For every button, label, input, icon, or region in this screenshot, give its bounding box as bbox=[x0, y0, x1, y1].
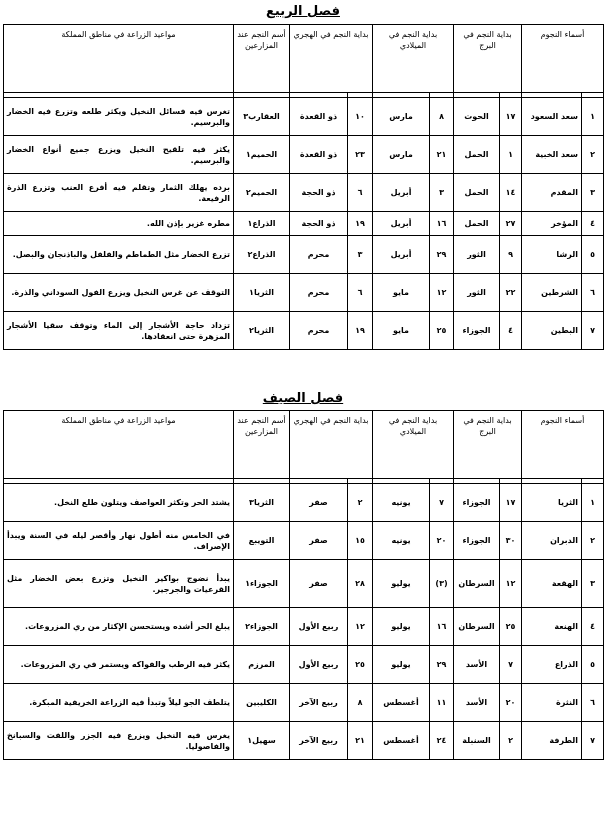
hijri-month: صفر bbox=[290, 560, 348, 608]
hijri-day: ١٢ bbox=[348, 608, 373, 646]
hijri-month: محرم bbox=[290, 312, 348, 350]
hijri-month: ذو الحجة bbox=[290, 174, 348, 212]
table-row bbox=[4, 174, 604, 212]
hijri-day: ٣ bbox=[348, 236, 373, 274]
burj-name: الجوزاء bbox=[454, 522, 500, 560]
table-row bbox=[4, 684, 604, 722]
row-number: ٤ bbox=[582, 212, 604, 236]
row-number: ٢ bbox=[582, 136, 604, 174]
gregorian-month: أغسطس bbox=[373, 722, 430, 760]
farmers-star-name: الذراع٢ bbox=[234, 236, 290, 274]
hijri-month: محرم bbox=[290, 274, 348, 312]
table-row bbox=[4, 312, 604, 350]
header-burj-start: بداية النجم في البرج bbox=[454, 25, 522, 93]
header-row bbox=[4, 25, 604, 93]
burj-day: ٤ bbox=[500, 312, 522, 350]
gregorian-day: ٢٩ bbox=[430, 646, 454, 684]
planting-description: يبدأ نضوج بواكير النخيل وتزرع بعض الخضار مثل القرعيات والجرجير. bbox=[4, 560, 234, 608]
hijri-day: ١٩ bbox=[348, 312, 373, 350]
star-name: الثريا bbox=[522, 484, 582, 522]
planting-description: في الخامس منه أطول نهار وأقصر ليله في السنة ويبدأ الإصراف. bbox=[4, 522, 234, 560]
hijri-day: ١٩ bbox=[348, 212, 373, 236]
star-name: المؤخر bbox=[522, 212, 582, 236]
table-row bbox=[4, 136, 604, 174]
burj-day: ١٤ bbox=[500, 174, 522, 212]
table-row bbox=[4, 236, 604, 274]
star-name: المقدم bbox=[522, 174, 582, 212]
burj-day: ١٢ bbox=[500, 560, 522, 608]
burj-day: ٢٧ bbox=[500, 212, 522, 236]
header-gregorian-start: بداية النجم في الميلادي bbox=[373, 411, 454, 479]
star-name: الدبران bbox=[522, 522, 582, 560]
hijri-month: صفر bbox=[290, 522, 348, 560]
hijri-day: ٢١ bbox=[348, 722, 373, 760]
burj-name: السنبلة bbox=[454, 722, 500, 760]
table-row bbox=[4, 646, 604, 684]
star-name: سعد السعود bbox=[522, 98, 582, 136]
gregorian-month: أبريل bbox=[373, 236, 430, 274]
star-name: البطين bbox=[522, 312, 582, 350]
farmers-star-name: المرزم bbox=[234, 646, 290, 684]
table-row bbox=[4, 722, 604, 760]
planting-description: تزرع الخضار مثل الطماطم والفلفل والباذنجان والبصل. bbox=[4, 236, 234, 274]
hijri-day: ٦ bbox=[348, 274, 373, 312]
row-number: ٧ bbox=[582, 312, 604, 350]
row-number: ١ bbox=[582, 484, 604, 522]
gregorian-month: أبريل bbox=[373, 174, 430, 212]
gregorian-day: ١٦ bbox=[430, 212, 454, 236]
burj-day: ٢٠ bbox=[500, 684, 522, 722]
planting-description: برده يهلك الثمار وتقلم فيه أفرع العنب وتزرع الذرة الرفيعة. bbox=[4, 174, 234, 212]
planting-description: تغرس فيه فسائل النخيل ويكثر طلعه وتزرع فيه الخضار والبرسيم. bbox=[4, 98, 234, 136]
gregorian-month: أغسطس bbox=[373, 684, 430, 722]
table-row bbox=[4, 608, 604, 646]
hijri-month: ربيع الآخر bbox=[290, 684, 348, 722]
gregorian-month: مايو bbox=[373, 312, 430, 350]
row-number: ٣ bbox=[582, 560, 604, 608]
burj-day: ١ bbox=[500, 136, 522, 174]
star-name: النثرة bbox=[522, 684, 582, 722]
star-name: الشرطين bbox=[522, 274, 582, 312]
row-number: ٢ bbox=[582, 522, 604, 560]
gregorian-day: ٣ bbox=[430, 174, 454, 212]
hijri-day: ٢٥ bbox=[348, 646, 373, 684]
header-star-names: أسماء النجوم bbox=[522, 411, 604, 479]
spring-table bbox=[3, 24, 604, 350]
burj-name: الحمل bbox=[454, 174, 500, 212]
hijri-day: ٢٣ bbox=[348, 136, 373, 174]
farmers-star-name: التويبع bbox=[234, 522, 290, 560]
header-planting-times: مواعيد الزراعة في مناطق المملكة bbox=[4, 25, 234, 93]
planting-description: يغرس فيه النخيل ويزرع فيه الجزر واللفت والسبانخ والفاصوليا. bbox=[4, 722, 234, 760]
burj-day: ٢٢ bbox=[500, 274, 522, 312]
hijri-day: ٨ bbox=[348, 684, 373, 722]
burj-name: السرطان bbox=[454, 608, 500, 646]
hijri-month: ذو الحجة bbox=[290, 212, 348, 236]
gregorian-month: يوليو bbox=[373, 608, 430, 646]
gregorian-day: ٢٩ bbox=[430, 236, 454, 274]
header-star-names: أسماء النجوم bbox=[522, 25, 604, 93]
gregorian-month: مارس bbox=[373, 98, 430, 136]
gregorian-month: يونيه bbox=[373, 484, 430, 522]
gregorian-day: ٢٠ bbox=[430, 522, 454, 560]
hijri-month: ذو القعدة bbox=[290, 136, 348, 174]
burj-name: الأسد bbox=[454, 684, 500, 722]
header-farmers-name: أسم النجم عند المزارعين bbox=[234, 411, 290, 479]
burj-day: ١٧ bbox=[500, 484, 522, 522]
planting-description: يشتد الحر وتكثر العواصف ويتلون طلع النخل. bbox=[4, 484, 234, 522]
row-number: ١ bbox=[582, 98, 604, 136]
row-number: ٤ bbox=[582, 608, 604, 646]
farmers-star-name: الكليبين bbox=[234, 684, 290, 722]
gregorian-day: ١١ bbox=[430, 684, 454, 722]
header-farmers-name: أسم النجم عند المزارعين bbox=[234, 25, 290, 93]
hijri-month: ربيع الآخر bbox=[290, 722, 348, 760]
farmers-star-name: الجوزاء١ bbox=[234, 560, 290, 608]
row-number: ٧ bbox=[582, 722, 604, 760]
table-row bbox=[4, 522, 604, 560]
hijri-day: ٢٨ bbox=[348, 560, 373, 608]
star-name: الهنعة bbox=[522, 608, 582, 646]
star-name: الطرفة bbox=[522, 722, 582, 760]
hijri-month: ربيع الأول bbox=[290, 608, 348, 646]
gregorian-day: ١٦ bbox=[430, 608, 454, 646]
table-row bbox=[4, 560, 604, 608]
burj-name: الثور bbox=[454, 274, 500, 312]
star-name: الذراع bbox=[522, 646, 582, 684]
hijri-month: صفر bbox=[290, 484, 348, 522]
header-burj-start: بداية النجم في البرج bbox=[454, 411, 522, 479]
planting-description: يكثر فيه الرطب والفواكه ويستمر في ري المزروعات. bbox=[4, 646, 234, 684]
gregorian-month: يونيه bbox=[373, 522, 430, 560]
summer-table bbox=[3, 410, 604, 760]
gregorian-day: ٧ bbox=[430, 484, 454, 522]
row-number: ٦ bbox=[582, 274, 604, 312]
gregorian-month: مايو bbox=[373, 274, 430, 312]
burj-name: السرطان bbox=[454, 560, 500, 608]
gregorian-day: (٣) bbox=[430, 560, 454, 608]
planting-description: التوقف عن غرس النخيل ويزرع الفول السوداني والذرة. bbox=[4, 274, 234, 312]
gregorian-day: ٢٥ bbox=[430, 312, 454, 350]
gregorian-month: يوليو bbox=[373, 560, 430, 608]
farmers-star-name: العقارب٣ bbox=[234, 98, 290, 136]
table-row bbox=[4, 212, 604, 236]
burj-name: الحوت bbox=[454, 98, 500, 136]
hijri-month: محرم bbox=[290, 236, 348, 274]
burj-day: ١٧ bbox=[500, 98, 522, 136]
farmers-star-name: الجوزاء٢ bbox=[234, 608, 290, 646]
star-name: الهقعة bbox=[522, 560, 582, 608]
header-row bbox=[4, 411, 604, 479]
gregorian-day: ٢٤ bbox=[430, 722, 454, 760]
planting-description: مطره غزير بإذن الله. bbox=[4, 212, 234, 236]
hijri-month: ذو القعدة bbox=[290, 98, 348, 136]
row-number: ٥ bbox=[582, 236, 604, 274]
planting-description: يكثر فيه تلقيح النخيل ويزرع جميع أنواع الخضار والبرسيم. bbox=[4, 136, 234, 174]
gregorian-day: ١٢ bbox=[430, 274, 454, 312]
gregorian-month: يوليو bbox=[373, 646, 430, 684]
farmers-star-name: الثريا٢ bbox=[234, 312, 290, 350]
burj-name: الثور bbox=[454, 236, 500, 274]
farmers-star-name: الثريا٣ bbox=[234, 484, 290, 522]
header-hijri-start: بداية النجم في الهجري bbox=[290, 411, 373, 479]
burj-day: ٣٠ bbox=[500, 522, 522, 560]
burj-day: ٧ bbox=[500, 646, 522, 684]
header-gregorian-start: بداية النجم في الميلادي bbox=[373, 25, 454, 93]
row-number: ٥ bbox=[582, 646, 604, 684]
table-row bbox=[4, 274, 604, 312]
farmers-star-name: الذراع١ bbox=[234, 212, 290, 236]
planting-description: يتلطف الجو ليلاً وتبدأ فيه الزراعة الخريفية المبكرة. bbox=[4, 684, 234, 722]
burj-name: الحمل bbox=[454, 136, 500, 174]
planting-description: تزداد حاجة الأشجار إلى الماء وتوقف سقيا الأشجار المزهرة حتى انعقادها. bbox=[4, 312, 234, 350]
burj-name: الجوزاء bbox=[454, 484, 500, 522]
farmers-star-name: الثريا١ bbox=[234, 274, 290, 312]
star-name: الرشا bbox=[522, 236, 582, 274]
burj-day: ٩ bbox=[500, 236, 522, 274]
burj-day: ٢ bbox=[500, 722, 522, 760]
gregorian-day: ٢١ bbox=[430, 136, 454, 174]
spring-section-title: فصل الربيع bbox=[266, 4, 340, 19]
hijri-day: ١٥ bbox=[348, 522, 373, 560]
burj-day: ٢٥ bbox=[500, 608, 522, 646]
farmers-star-name: سهيل١ bbox=[234, 722, 290, 760]
farmers-star-name: الحميم٢ bbox=[234, 174, 290, 212]
row-number: ٣ bbox=[582, 174, 604, 212]
gregorian-month: مارس bbox=[373, 136, 430, 174]
hijri-day: ٢ bbox=[348, 484, 373, 522]
summer-section-title: فصل الصيف bbox=[262, 391, 344, 406]
star-name: سعد الخبية bbox=[522, 136, 582, 174]
hijri-day: ١٠ bbox=[348, 98, 373, 136]
header-hijri-start: بداية النجم في الهجري bbox=[290, 25, 373, 93]
burj-name: الأسد bbox=[454, 646, 500, 684]
burj-name: الجوزاء bbox=[454, 312, 500, 350]
gregorian-month: أبريل bbox=[373, 212, 430, 236]
table-row bbox=[4, 98, 604, 136]
header-planting-times: مواعيد الزراعة في مناطق المملكة bbox=[4, 411, 234, 479]
hijri-month: ربيع الأول bbox=[290, 646, 348, 684]
farmers-star-name: الحميم١ bbox=[234, 136, 290, 174]
planting-description: يبلغ الحر أشده ويستحسن الإكثار من ري المزروعات. bbox=[4, 608, 234, 646]
table-row bbox=[4, 484, 604, 522]
hijri-day: ٦ bbox=[348, 174, 373, 212]
gregorian-day: ٨ bbox=[430, 98, 454, 136]
row-number: ٦ bbox=[582, 684, 604, 722]
burj-name: الحمل bbox=[454, 212, 500, 236]
